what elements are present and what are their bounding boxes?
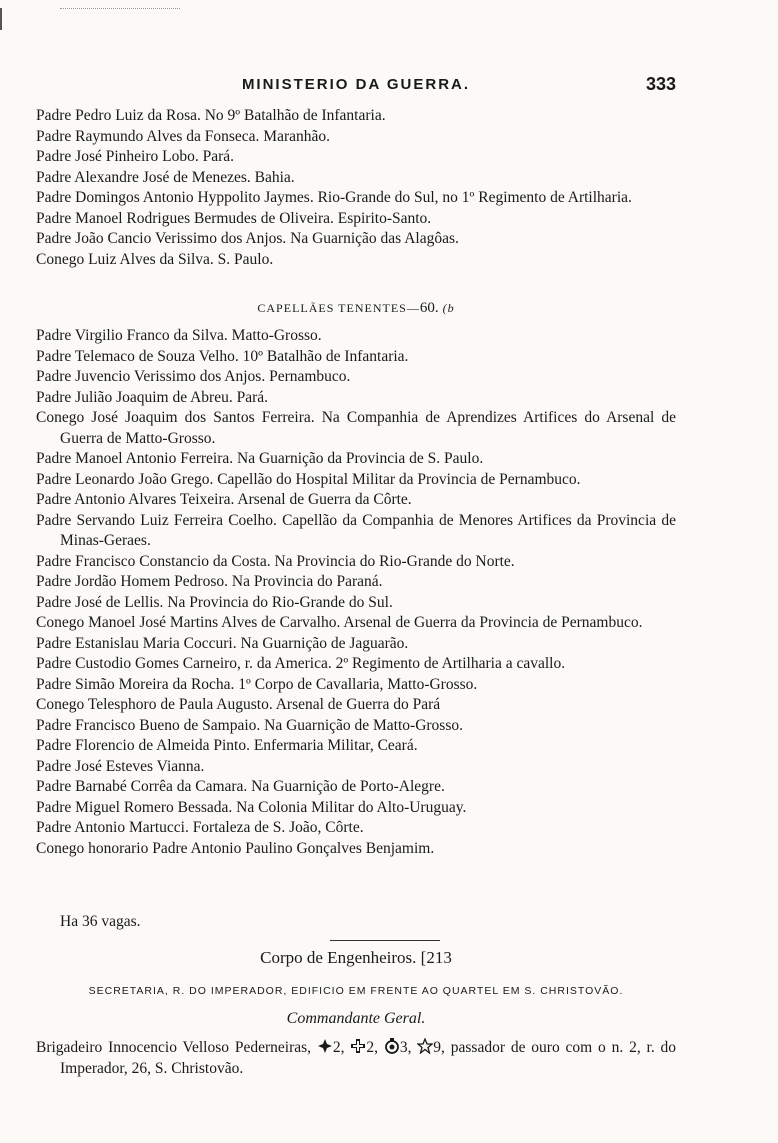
list-item: Padre Francisco Bueno de Sampaio. Na Guarnição de Matto-Grosso.	[36, 716, 463, 734]
list-item: Padre Barnabé Corrêa da Camara. Na Guarnição de Porto-Alegre.	[36, 778, 445, 795]
chaplain-list-1	[36, 106, 676, 270]
list-item: Conego José Joaquim dos Santos Ferreira. Na Companhia de Aprendizes Artifices do Arsenal de Guerra de Matto-Grosso.	[36, 409, 676, 447]
list-item: Conego Luiz Alves da Silva. S. Paulo.	[36, 250, 274, 268]
commander-line	[36, 1038, 676, 1079]
list-item: Padre Simão Moreira da Rocha. 1º Corpo de Cavallaria, Matto-Grosso.	[36, 675, 478, 693]
list-item: Padre Estanislau Maria Coccuri. Na Guarnição de Jaguarão.	[36, 634, 409, 652]
list-item: Padre Leonardo João Grego. Capellão do Hospital Militar da Provincia de Pernambuco.	[36, 470, 581, 488]
chaplain-list-2	[36, 326, 676, 859]
list-item: Padre Manoel Antonio Ferreira. Na Guarnição da Provincia de S. Paulo.	[36, 450, 484, 467]
list-item: Padre Juvencio Verissimo dos Anjos. Pernambuco.	[36, 368, 351, 385]
list-item: Conego Telesphoro de Paula Augusto. Arsenal de Guerra do Pará	[36, 696, 441, 713]
order2-count: 2,	[366, 1039, 378, 1056]
list-item: Padre Telemaco de Souza Velho. 10º Batalhão de Infantaria.	[36, 347, 409, 365]
section-title-mark: [213	[420, 948, 452, 967]
section-divider	[330, 940, 440, 941]
list-item: Padre Virgilio Franco da Silva. Matto-Grosso.	[36, 327, 322, 344]
subhead-capellaes-tenentes	[36, 300, 676, 317]
list-item: Padre Servando Luiz Ferreira Coelho. Capellão da Companhia de Menores Artifices da Provincia de Minas-Geraes.	[36, 511, 676, 549]
subhead-label: CAPELLÃES TENENTES—	[257, 301, 420, 315]
section-title	[36, 948, 676, 968]
list-item: Padre José Esteves Vianna.	[36, 757, 205, 775]
running-title: MINISTERIO DA GUERRA.	[241, 76, 471, 93]
vacancies-line: Ha 36 vagas.	[60, 913, 141, 930]
commander-tail: passador de ouro com o n. 2, r. do Imperador, 26, S. Christovão.	[60, 1039, 677, 1077]
list-item: Padre Alexandre José de Menezes. Bahia.	[36, 168, 295, 186]
subhead-count: 60.	[419, 300, 439, 316]
list-item: Padre Antonio Alvares Teixeira. Arsenal de Guerra da Côrte.	[36, 491, 412, 508]
page-header	[36, 76, 676, 102]
list-item: Padre Florencio de Almeida Pinto. Enfermaria Militar, Ceará.	[36, 737, 418, 754]
list-item: Padre Miguel Romero Bessada. Na Colonia Militar do Alto-Uruguay.	[36, 798, 467, 816]
medal-icon	[384, 1038, 400, 1054]
print-specks	[60, 8, 180, 9]
page-edge-mark	[0, 8, 2, 30]
list-item: Padre João Cancio Verissimo dos Anjos. Na Guarnição das Alagôas.	[36, 230, 459, 247]
cross-of-christ-icon	[350, 1038, 366, 1054]
list-item: Padre José de Lellis. Na Provincia do Rio-Grande do Sul.	[36, 593, 393, 611]
list-item: Padre Raymundo Alves da Fonseca. Maranhão.	[36, 127, 331, 145]
order3-count: 3,	[399, 1039, 412, 1056]
list-item: Padre Jordão Homem Pedroso. Na Provincia do Paraná.	[36, 573, 383, 590]
list-item: Padre Antonio Martucci. Fortaleza de S. João, Côrte.	[36, 819, 364, 836]
list-item: Padre Francisco Constancio da Costa. Na Provincia do Rio-Grande do Norte.	[36, 552, 515, 570]
section-title-text: Corpo de Engenheiros.	[260, 948, 417, 967]
cross-of-aviz-icon	[317, 1038, 333, 1054]
list-item: Padre Pedro Luiz da Rosa. No 9º Batalhão de Infantaria.	[36, 107, 386, 124]
commandante-title: Commandante Geral.	[286, 1010, 426, 1027]
list-item: Padre José Pinheiro Lobo. Pará.	[36, 148, 235, 165]
list-item: Padre Julião Joaquim de Abreu. Pará.	[36, 388, 269, 406]
list-item: Conego honorario Padre Antonio Paulino Gonçalves Benjamim.	[36, 839, 435, 857]
page-number: 333	[645, 74, 676, 94]
order4-count: 9,	[433, 1039, 445, 1056]
commander-name: Brigadeiro Innocencio Velloso Pederneiras,	[36, 1039, 312, 1056]
list-item: Padre Manoel Rodrigues Bermudes de Oliveira. Espirito-Santo.	[36, 209, 432, 227]
commander-entry	[36, 1038, 676, 1079]
star-icon	[417, 1038, 433, 1054]
vacancies-block	[36, 912, 676, 933]
secretaria-address: SECRETARIA, R. DO IMPERADOR, EDIFICIO EM FRENTE AO QUARTEL EM S. CHRISTOVÃO.	[88, 985, 624, 997]
list-item: Padre Domingos Antonio Hyppolito Jaymes. Rio-Grande do Sul, no 1º Regimento de Artilharia.	[36, 189, 632, 206]
subhead-mark: (b	[442, 301, 455, 315]
order1-count: 2,	[332, 1039, 345, 1056]
list-item: Conego Manoel José Martins Alves de Carvalho. Arsenal de Guerra da Provincia de Pernambuco.	[36, 614, 643, 631]
list-item: Padre Custodio Gomes Carneiro, r. da America. 2º Regimento de Artilharia a cavallo.	[36, 655, 566, 672]
